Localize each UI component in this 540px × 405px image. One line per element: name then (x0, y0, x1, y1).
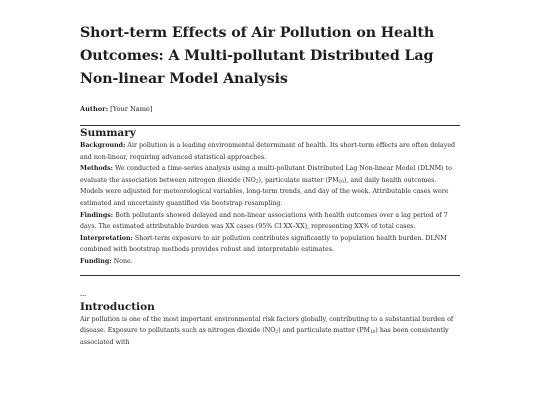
methods-text-c: ), and daily health outcomes. Models were adjusted for meteorological variables, long-term trends, and day of the week. Attributable cases were estimated and uncertainty quantified via bootstrap resampling. (80, 176, 449, 207)
separator-text: --- (80, 291, 87, 299)
summary-methods (80, 163, 460, 209)
summary-funding (80, 256, 460, 268)
methods-label: Methods: (80, 165, 113, 173)
methods-text-a: We conducted a time-series analysis using a multi-pollutant Distributed Lag Non-linear Model (DLNM) to evaluate the association between nitrogen dioxide (NO (80, 165, 452, 184)
summary-background (80, 140, 460, 163)
summary-divider (80, 275, 460, 276)
paper-title: Short-term Effects of Air Pollution on Health Outcomes: A Multi-pollutant Distributed Lag Non-linear Model Analysis (80, 25, 435, 87)
author-name: [Your Name] (110, 105, 153, 113)
findings-text: Both pollutants showed delayed and non-linear associations with health outcomes over a lag period of 7 days. The estimated attributable burden was XX cases (95% CI XX–XX), representing XX% of total cases. (80, 211, 448, 231)
interpretation-text: Short-term exposure to air pollution contributes significantly to population health burden. DLNM combined with bootstrap methods provides robust and interpretable estimates. (80, 234, 447, 254)
intro-text-c: ) has been consistently associated with (80, 327, 449, 346)
intro-sub-pm10: 10 (370, 329, 376, 335)
funding-text: None. (113, 257, 133, 265)
funding-label: Funding: (80, 257, 112, 265)
intro-text-a: Air pollution is one of the most important environmental risk factors globally, contributing to a substantial burden of disease. Exposure to pollutants such as nitrogen dioxide (NO (80, 315, 454, 335)
summary-findings (80, 210, 460, 233)
intro-text-b: ) and particulate matter (PM (278, 327, 371, 335)
author-label: Author: (80, 105, 109, 113)
methods-text-b: ), particulate matter (PM (258, 176, 339, 184)
intro-sub-no2: 2 (275, 329, 279, 335)
summary-heading: Summary (80, 127, 136, 139)
background-text: Air pollution is a leading environmental determinant of health. Its short-term effects are often delayed and non-linear, requiring advanced statistical approaches. (80, 142, 456, 161)
introduction-heading: Introduction (80, 300, 155, 313)
findings-label: Findings: (80, 211, 114, 219)
methods-sub-pm10: 10 (338, 178, 344, 184)
author-line (80, 105, 460, 114)
background-label: Background: (80, 142, 126, 149)
methods-sub-no2: 2 (255, 178, 259, 184)
introduction-paragraph (80, 314, 460, 349)
interpretation-label: Interpretation: (80, 234, 133, 242)
summary-interpretation (80, 233, 460, 256)
